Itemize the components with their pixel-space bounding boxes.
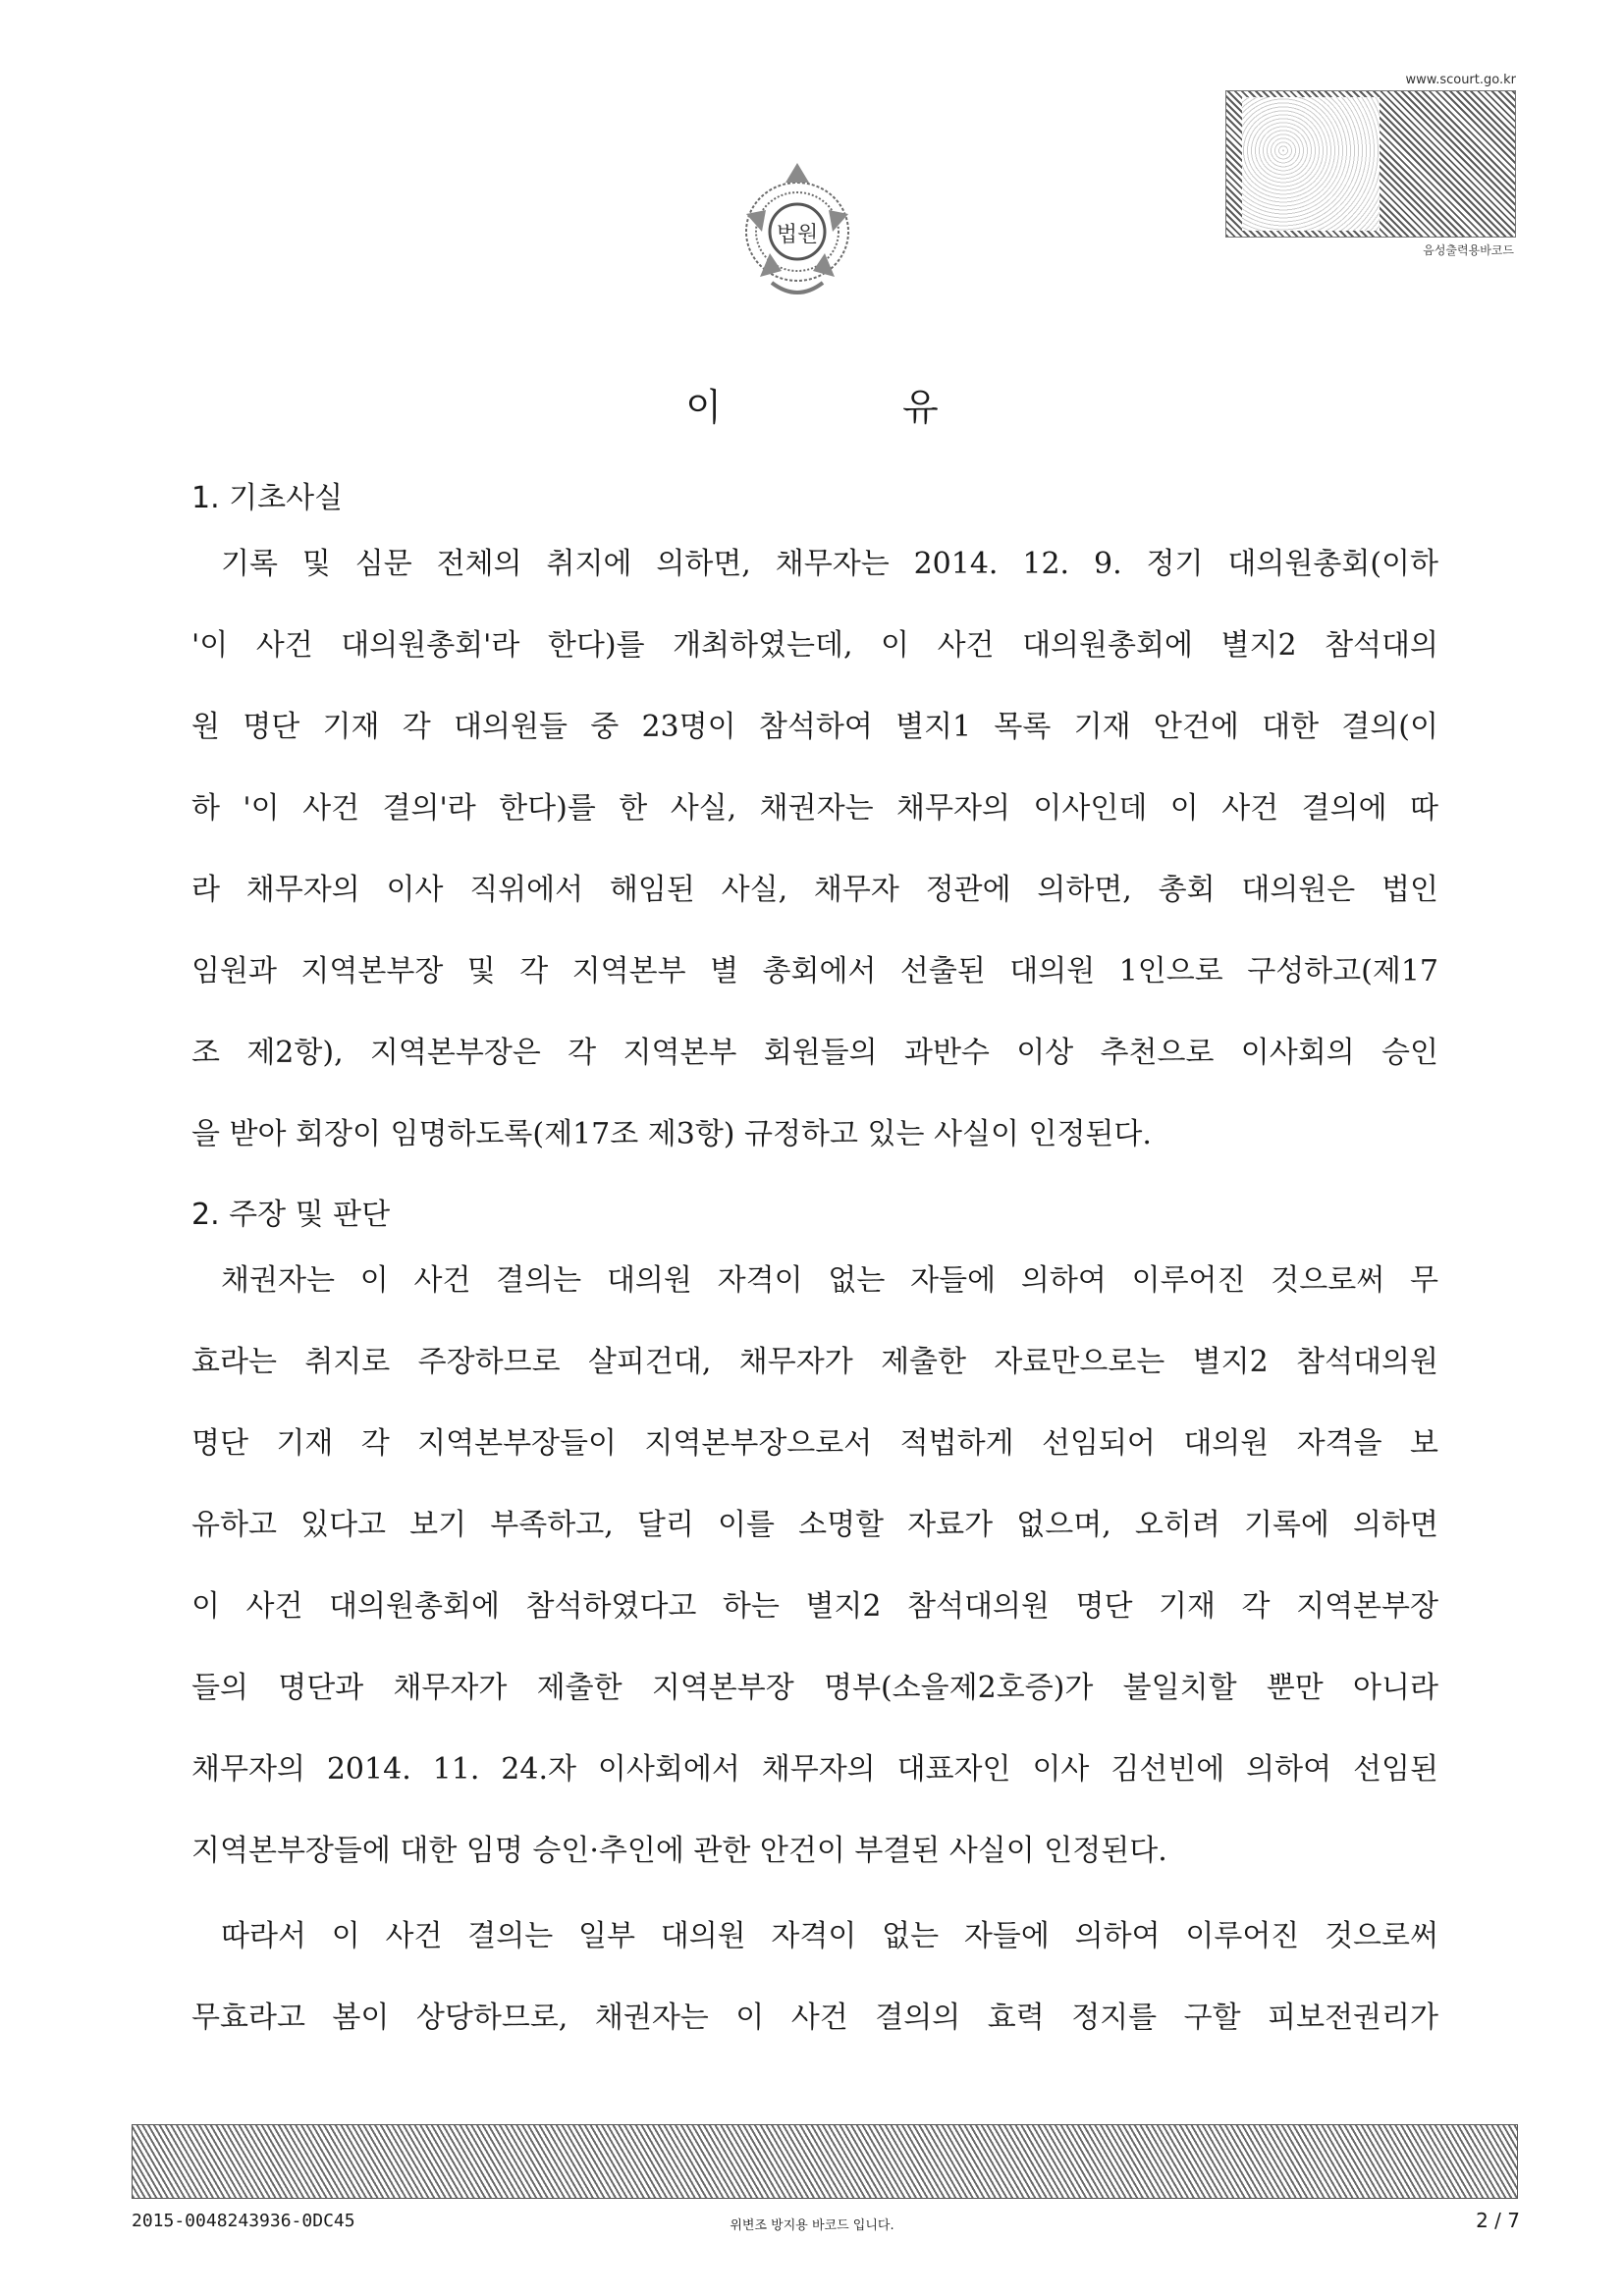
text-line: 하 '이 사건 결의'라 한다)를 한 사실, 채권자는 채무자의 이사인데 이 사건 결의에 따 xyxy=(191,791,1438,826)
document-id: 2015-0048243936-0DC45 xyxy=(132,2211,355,2231)
text-line: 채권자는 이 사건 결의는 대의원 자격이 없는 자들에 의하여 이루어진 것으로써 무 xyxy=(221,1263,1438,1298)
text-line: 라 채무자의 이사 직위에서 해임된 사실, 채무자 정관에 의하면, 총회 대의원은 법인 xyxy=(191,873,1438,907)
text-line: 이 사건 대의원총회에 참석하였다고 하는 별지2 참석대의원 명단 기재 각 지역본부장 xyxy=(191,1589,1438,1624)
text-line: 명단 기재 각 지역본부장들이 지역본부장으로서 적법하게 선임되어 대의원 자격을 보 xyxy=(191,1426,1438,1461)
text-line: 유하고 있다고 보기 부족하고, 달리 이를 소명할 자료가 없으며, 오히려 기록에 의하면 xyxy=(191,1508,1438,1542)
section-title: 1. 기초사실 xyxy=(191,481,344,515)
text-line: 지역본부장들에 대한 임명 승인·추인에 관한 안건이 부결된 사실이 인정된다. xyxy=(191,1834,1167,1868)
barcode-notice: 위변조 방지용 바코드 입니다. xyxy=(730,2218,894,2233)
section-title: 2. 주장 및 판단 xyxy=(191,1198,391,1232)
text-line: 원 명단 기재 각 대의원들 중 23명이 참석하여 별지1 목록 기재 안건에 대한 결의(이 xyxy=(191,710,1438,744)
text-line: '이 사건 대의원총회'라 한다)를 개최하였는데, 이 사건 대의원총회에 별지2 참석대의 xyxy=(191,628,1438,663)
court-emblem xyxy=(738,155,856,312)
text-line: 효라는 취지로 주장하므로 살피건대, 채무자가 제출한 자료만으로는 별지2 참석대의원 xyxy=(191,1345,1438,1379)
barcode-url: www.scourt.go.kr xyxy=(1405,73,1516,87)
text-line: 기록 및 심문 전체의 취지에 의하면, 채무자는 2014. 12. 9. 정기 대의원총회(이하 xyxy=(221,547,1438,581)
page-number: 2 / 7 xyxy=(1476,2209,1520,2232)
document-heading: 이 유 xyxy=(685,386,1023,429)
text-line: 을 받아 회장이 임명하도록(제17조 제3항) 규정하고 있는 사실이 인정된다. xyxy=(191,1117,1152,1151)
text-line: 채무자의 2014. 11. 24.자 이사회에서 채무자의 대표자인 이사 김선빈에 의하여 선임된 xyxy=(191,1752,1438,1787)
text-line: 임원과 지역본부장 및 각 지역본부 별 총회에서 선출된 대의원 1인으로 구성하고(제17 xyxy=(191,954,1438,988)
barcode-caption: 음성출력용바코드 xyxy=(1423,243,1514,257)
text-line: 따라서 이 사건 결의는 일부 대의원 자격이 없는 자들에 의하여 이루어진 것으로써 xyxy=(221,1919,1438,1953)
emblem-text: 법원 xyxy=(776,223,819,247)
anti-forgery-barcode xyxy=(132,2124,1518,2199)
text-line: 무효라고 봄이 상당하므로, 채권자는 이 사건 결의의 효력 정지를 구할 피보전권리가 xyxy=(191,2001,1438,2035)
text-line: 들의 명단과 채무자가 제출한 지역본부장 명부(소을제2호증)가 불일치할 뿐만 아니라 xyxy=(191,1671,1438,1705)
print-barcode-block xyxy=(1225,73,1516,259)
barcode-image xyxy=(1225,90,1516,238)
text-line: 조 제2항), 지역본부장은 각 지역본부 회원들의 과반수 이상 추천으로 이사회의 승인 xyxy=(191,1036,1438,1070)
